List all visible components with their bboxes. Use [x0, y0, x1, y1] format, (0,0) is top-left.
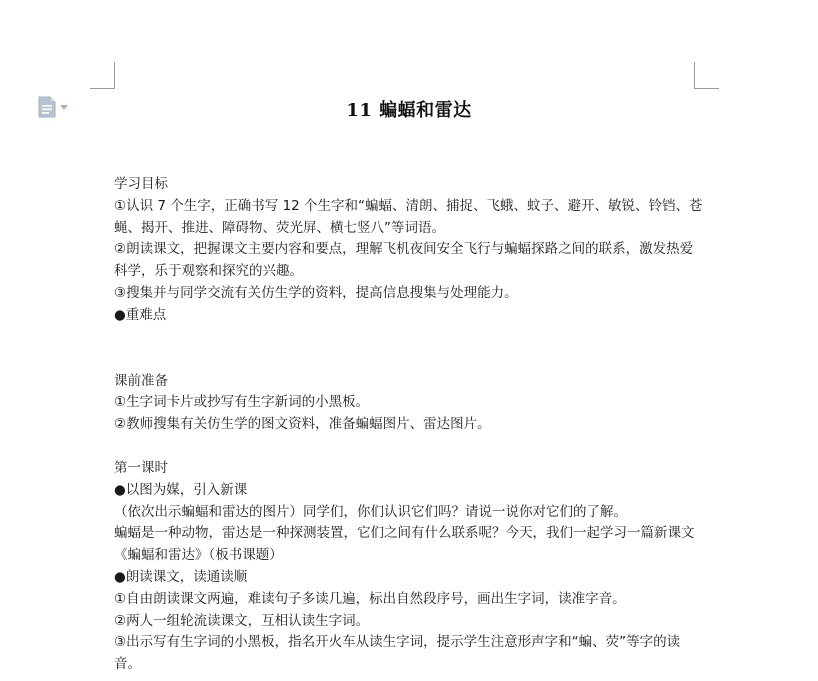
bullet-heading: ●以图为媒，引入新课 [114, 481, 248, 498]
document-body[interactable] [114, 174, 704, 676]
paragraph: ②教师搜集有关仿生学的图文资料，准备蝙蝠图片、雷达图片。 [114, 416, 491, 433]
blank-space [114, 436, 704, 458]
bullet-heading: ●朗读课文，读通读顺 [114, 568, 248, 585]
section-heading-goals: 学习目标 [114, 176, 168, 192]
paragraph: ②两人一组轮流读课文，互相认读生字词。 [114, 612, 370, 629]
paragraph: ①自由朗读课文两遍，难读句子多读几遍，标出自然段序号，画出生字词，读准字音。 [114, 590, 626, 607]
paragraph: ③搜集并与同学交流有关仿生学的资料，提高信息搜集与处理能力。 [114, 284, 518, 301]
section-heading-lesson: 第一课时 [114, 459, 168, 476]
blank-space [114, 327, 704, 371]
paragraph: ①认识 7 个生字，正确书写 12 个生字和“蝙蝠、清朗、捕捉、飞蛾、蚊子、避开、敏锐、铃铛、苍蝇、揭开、推进、障碍物、荧光屏、横七竖八”等词语。 [114, 197, 703, 236]
section-heading-prep: 课前准备 [114, 372, 168, 389]
paragraph: （依次出示蝙蝠和雷达的图片）同学们，你们认识它们吗？请说一说你对它们的了解。 [114, 503, 627, 520]
page-corner-mark-top-left [90, 62, 115, 89]
bullet-heading: ●重难点 [114, 306, 167, 323]
page-corner-mark-top-right [694, 62, 719, 89]
paragraph: ①生字词卡片或抄写有生字新词的小黑板。 [114, 394, 370, 411]
document-title: 11 蝙蝠和雷达 [346, 100, 472, 121]
paragraph: ③出示写有生字词的小黑板，指名开火车从读生字词，提示学生注意形声字和“蝙、荧”等字的读音。 [114, 634, 681, 673]
paragraph: 蝙蝠是一种动物，雷达是一种探测装置，它们之间有什么联系呢？今天，我们一起学习一篇新课文《蝙蝠和雷达》（板书课题） [114, 525, 695, 564]
paragraph: ②朗读课文，把握课文主要内容和要点，理解飞机夜间安全飞行与蝙蝠探路之间的联系，激发热爱科学，乐于观察和探究的兴趣。 [114, 241, 694, 280]
